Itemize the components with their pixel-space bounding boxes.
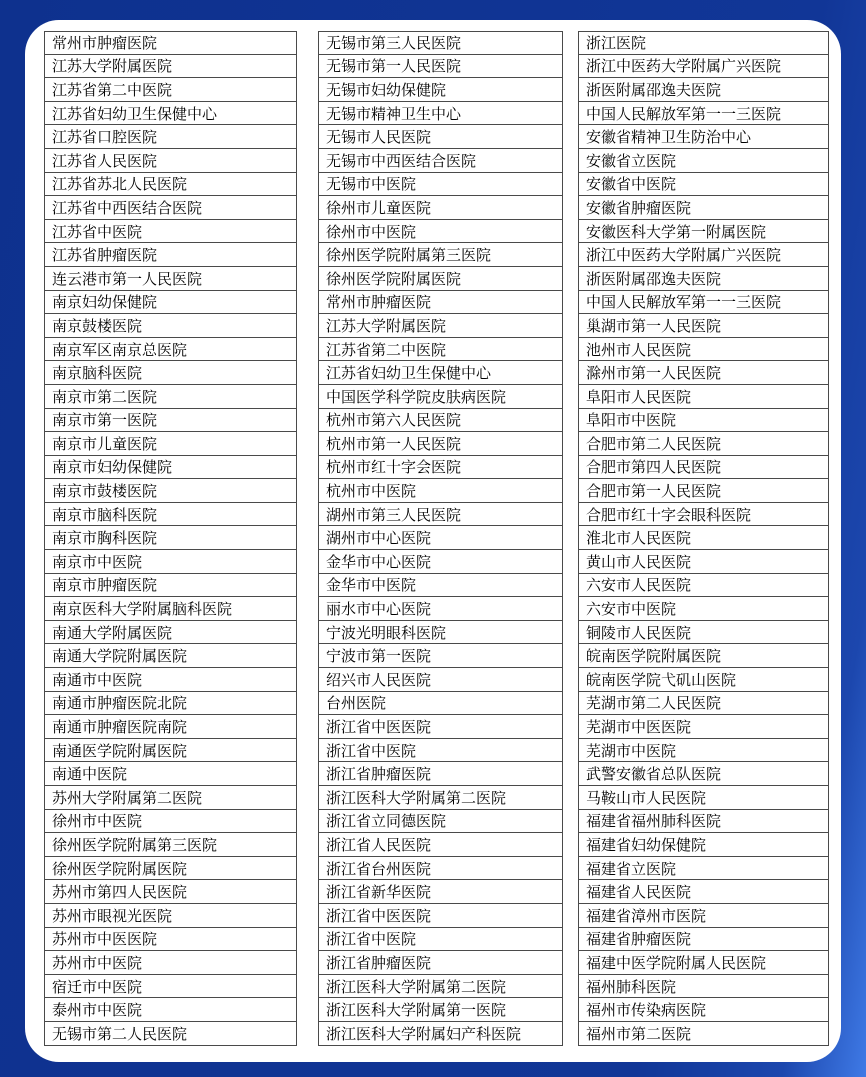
hospital-cell: 浙江省中医院 [318,928,563,952]
hospital-column-3 [578,31,829,1046]
hospital-cell: 南京市中医院 [44,550,297,574]
hospital-cell: 池州市人民医院 [578,338,829,362]
hospital-cell: 无锡市第三人民医院 [318,31,563,55]
hospital-cell: 常州市肿瘤医院 [44,31,297,55]
hospital-cell: 宁波光明眼科医院 [318,621,563,645]
hospital-cell: 南京市第二医院 [44,385,297,409]
hospital-cell: 安徽省肿瘤医院 [578,196,829,220]
hospital-cell: 淮北市人民医院 [578,526,829,550]
hospital-cell: 黄山市人民医院 [578,550,829,574]
hospital-cell: 安徽省精神卫生防治中心 [578,125,829,149]
hospital-cell: 杭州市第一人民医院 [318,432,563,456]
hospital-cell: 南京市妇幼保健院 [44,456,297,480]
hospital-cell: 马鞍山市人民医院 [578,786,829,810]
hospital-cell: 无锡市中西医结合医院 [318,149,563,173]
hospital-cell: 南通大学院附属医院 [44,644,297,668]
hospital-cell: 浙江省台州医院 [318,857,563,881]
hospital-cell: 徐州医学院附属医院 [44,857,297,881]
hospital-cell: 杭州市第六人民医院 [318,409,563,433]
hospital-cell: 南京市儿童医院 [44,432,297,456]
hospital-cell: 丽水市中心医院 [318,597,563,621]
hospital-cell: 徐州医学院附属第三医院 [44,833,297,857]
hospital-cell: 福建省漳州市医院 [578,904,829,928]
hospital-cell: 福建中医学院附属人民医院 [578,951,829,975]
hospital-cell: 福州市第二医院 [578,1022,829,1046]
hospital-cell: 江苏省第二中医院 [44,78,297,102]
hospital-cell: 苏州大学附属第二医院 [44,786,297,810]
hospital-cell: 无锡市精神卫生中心 [318,102,563,126]
hospital-cell: 南京脑科医院 [44,361,297,385]
hospital-cell: 浙江省立同德医院 [318,810,563,834]
hospital-cell: 徐州市中医院 [318,220,563,244]
hospital-cell: 浙江省中医院 [318,739,563,763]
hospital-cell: 江苏省中西医结合医院 [44,196,297,220]
hospital-cell: 合肥市红十字会眼科医院 [578,503,829,527]
hospital-cell: 安徽医科大学第一附属医院 [578,220,829,244]
hospital-cell: 芜湖市中医院 [578,739,829,763]
hospital-cell: 江苏省第二中医院 [318,338,563,362]
hospital-cell: 江苏省苏北人民医院 [44,173,297,197]
hospital-cell: 南通市肿瘤医院北院 [44,692,297,716]
hospital-cell: 浙江中医药大学附属广兴医院 [578,243,829,267]
hospital-cell: 南京市第一医院 [44,409,297,433]
hospital-cell: 台州医院 [318,692,563,716]
hospital-cell: 金华市中医院 [318,574,563,598]
hospital-cell: 苏州市中医院 [44,951,297,975]
hospital-cell: 连云港市第一人民医院 [44,267,297,291]
hospital-cell: 徐州市儿童医院 [318,196,563,220]
hospital-cell: 无锡市妇幼保健院 [318,78,563,102]
hospital-cell: 浙江医科大学附属妇产科医院 [318,1022,563,1046]
hospital-cell: 南京市肿瘤医院 [44,574,297,598]
hospital-cell: 浙江省肿瘤医院 [318,762,563,786]
hospital-cell: 湖州市第三人民医院 [318,503,563,527]
hospital-cell: 江苏省中医院 [44,220,297,244]
hospital-cell: 武警安徽省总队医院 [578,762,829,786]
hospital-cell: 六安市中医院 [578,597,829,621]
hospital-cell: 常州市肿瘤医院 [318,291,563,315]
hospital-cell: 南京医科大学附属脑科医院 [44,597,297,621]
hospital-cell: 苏州市第四人民医院 [44,880,297,904]
hospital-cell: 中国人民解放军第一一三医院 [578,102,829,126]
hospital-cell: 芜湖市中医医院 [578,715,829,739]
hospital-cell: 宁波市第一医院 [318,644,563,668]
hospital-cell: 浙医附属邵逸夫医院 [578,267,829,291]
hospital-cell: 皖南医学院弋矶山医院 [578,668,829,692]
hospital-cell: 江苏省妇幼卫生保健中心 [318,361,563,385]
hospital-cell: 湖州市中心医院 [318,526,563,550]
hospital-cell: 苏州市眼视光医院 [44,904,297,928]
hospital-cell: 南通中医院 [44,762,297,786]
hospital-cell: 金华市中心医院 [318,550,563,574]
hospital-cell: 无锡市第一人民医院 [318,55,563,79]
hospital-cell: 福州肺科医院 [578,975,829,999]
hospital-cell: 徐州医学院附属医院 [318,267,563,291]
hospital-cell: 滁州市第一人民医院 [578,361,829,385]
hospital-cell: 杭州市中医院 [318,479,563,503]
hospital-cell: 江苏省人民医院 [44,149,297,173]
hospital-cell: 苏州市中医医院 [44,928,297,952]
hospital-cell: 南通市肿瘤医院南院 [44,715,297,739]
hospital-column-2 [318,31,563,1046]
hospital-cell: 徐州市中医院 [44,810,297,834]
hospital-cell: 南京市鼓楼医院 [44,479,297,503]
hospital-cell: 合肥市第四人民医院 [578,456,829,480]
hospital-cell: 皖南医学院附属医院 [578,644,829,668]
hospital-cell: 阜阳市人民医院 [578,385,829,409]
content-card [25,20,841,1062]
hospital-cell: 巢湖市第一人民医院 [578,314,829,338]
hospital-cell: 杭州市红十字会医院 [318,456,563,480]
hospital-cell: 福建省立医院 [578,857,829,881]
hospital-cell: 浙江省中医医院 [318,904,563,928]
hospital-cell: 江苏省肿瘤医院 [44,243,297,267]
hospital-cell: 南通医学院附属医院 [44,739,297,763]
hospital-cell: 浙江省人民医院 [318,833,563,857]
hospital-cell: 安徽省立医院 [578,149,829,173]
hospital-cell: 宿迁市中医院 [44,975,297,999]
hospital-cell: 江苏大学附属医院 [318,314,563,338]
hospital-column-1 [44,31,297,1046]
hospital-cell: 无锡市第二人民医院 [44,1022,297,1046]
hospital-columns [44,31,829,1046]
hospital-cell: 芜湖市第二人民医院 [578,692,829,716]
hospital-cell: 福州市传染病医院 [578,998,829,1022]
hospital-cell: 浙医附属邵逸夫医院 [578,78,829,102]
hospital-cell: 浙江医科大学附属第二医院 [318,786,563,810]
hospital-cell: 浙江省新华医院 [318,880,563,904]
hospital-cell: 南京妇幼保健院 [44,291,297,315]
hospital-cell: 无锡市中医院 [318,173,563,197]
hospital-cell: 浙江中医药大学附属广兴医院 [578,55,829,79]
hospital-cell: 绍兴市人民医院 [318,668,563,692]
hospital-cell: 南通大学附属医院 [44,621,297,645]
hospital-cell: 六安市人民医院 [578,574,829,598]
hospital-cell: 南京市胸科医院 [44,526,297,550]
hospital-cell: 福建省妇幼保健院 [578,833,829,857]
hospital-cell: 浙江省肿瘤医院 [318,951,563,975]
hospital-cell: 浙江医院 [578,31,829,55]
hospital-cell: 中国医学科学院皮肤病医院 [318,385,563,409]
hospital-cell: 江苏省妇幼卫生保健中心 [44,102,297,126]
hospital-cell: 合肥市第一人民医院 [578,479,829,503]
hospital-cell: 中国人民解放军第一一三医院 [578,291,829,315]
hospital-cell: 合肥市第二人民医院 [578,432,829,456]
hospital-cell: 安徽省中医院 [578,173,829,197]
hospital-cell: 福建省肿瘤医院 [578,928,829,952]
hospital-cell: 福建省福州肺科医院 [578,810,829,834]
hospital-cell: 南京鼓楼医院 [44,314,297,338]
hospital-cell: 徐州医学院附属第三医院 [318,243,563,267]
hospital-cell: 江苏省口腔医院 [44,125,297,149]
hospital-cell: 铜陵市人民医院 [578,621,829,645]
hospital-cell: 南京军区南京总医院 [44,338,297,362]
hospital-cell: 江苏大学附属医院 [44,55,297,79]
hospital-cell: 浙江医科大学附属第二医院 [318,975,563,999]
hospital-cell: 浙江医科大学附属第一医院 [318,998,563,1022]
hospital-cell: 泰州市中医院 [44,998,297,1022]
hospital-cell: 无锡市人民医院 [318,125,563,149]
hospital-cell: 浙江省中医医院 [318,715,563,739]
hospital-cell: 阜阳市中医院 [578,409,829,433]
hospital-cell: 南京市脑科医院 [44,503,297,527]
hospital-cell: 福建省人民医院 [578,880,829,904]
hospital-cell: 南通市中医院 [44,668,297,692]
